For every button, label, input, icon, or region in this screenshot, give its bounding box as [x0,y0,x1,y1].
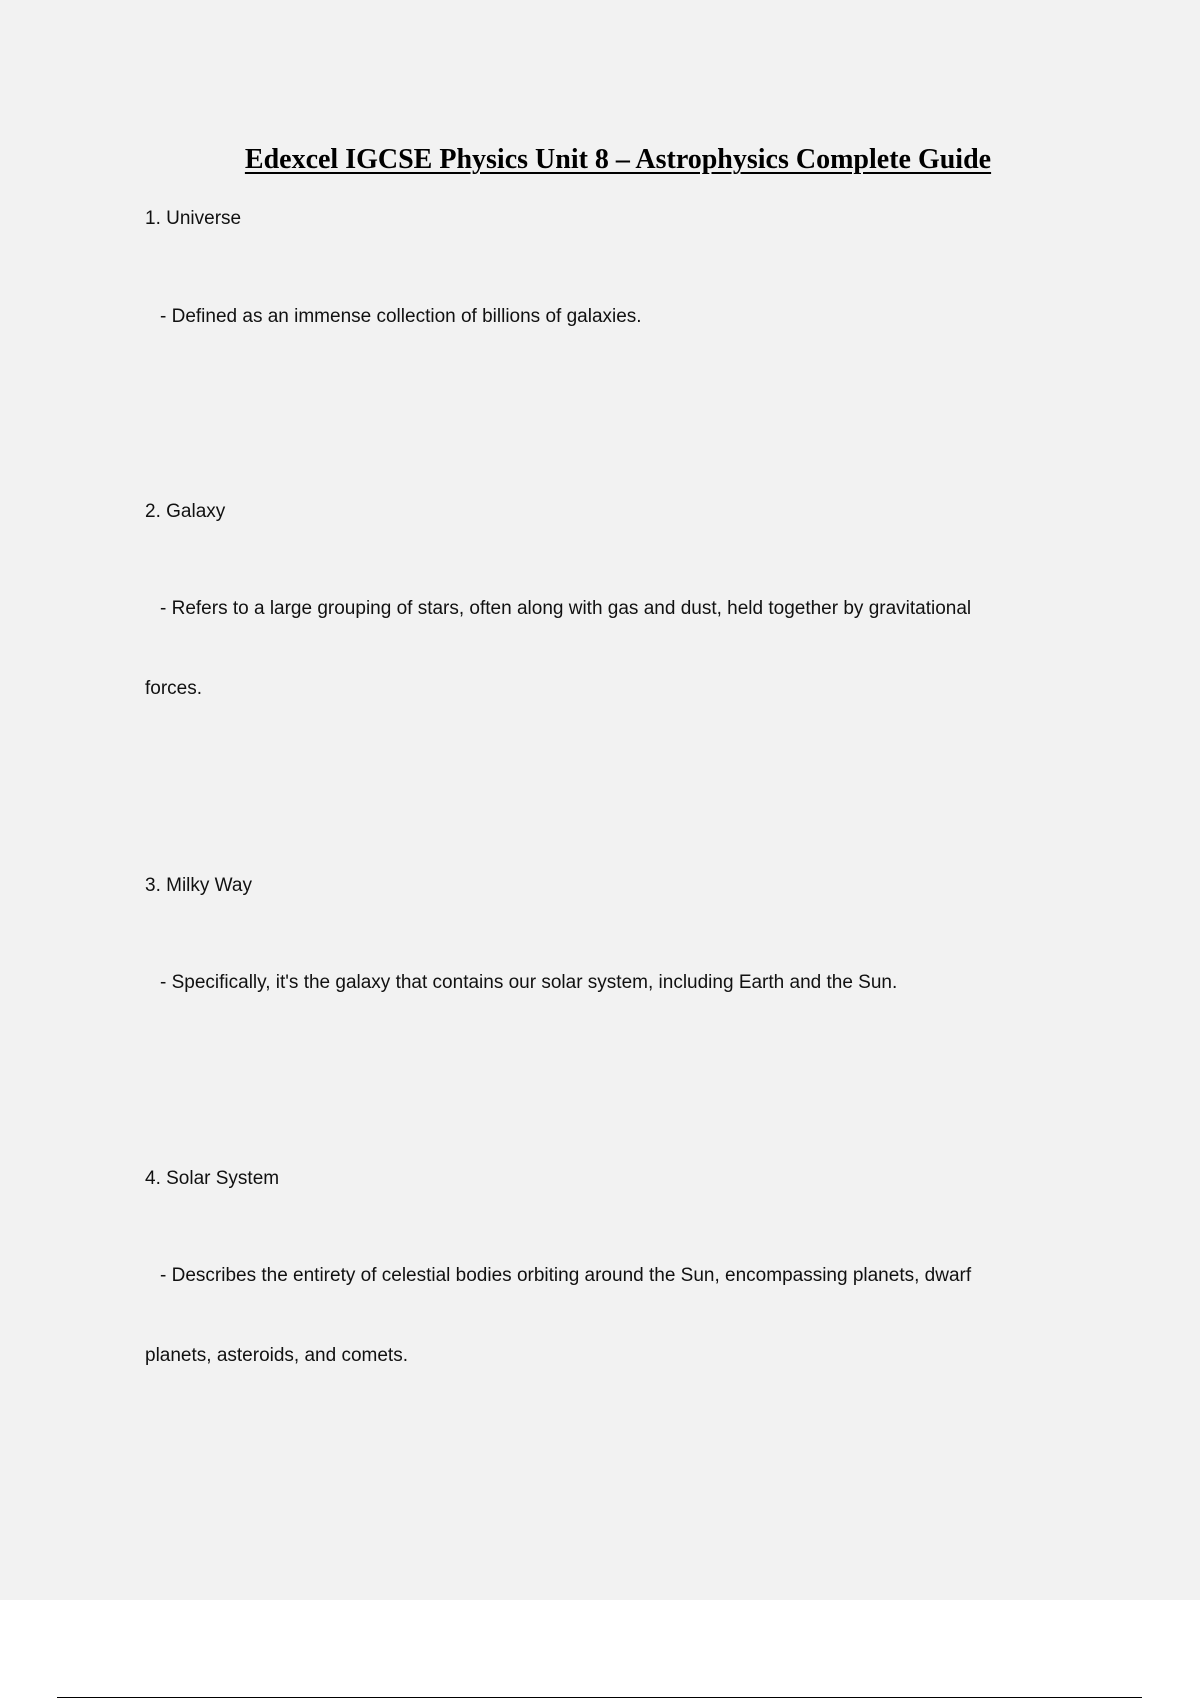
section-text-milky-way: - Specifically, it's the galaxy that contains our solar system, including Earth and the Sun. [160,972,898,993]
footer-divider [57,1697,1142,1698]
section-heading-milky-way: 3. Milky Way [145,875,252,896]
section-text-universe: - Defined as an immense collection of billions of galaxies. [160,306,642,327]
section-heading-solar-system: 4. Solar System [145,1168,280,1189]
section-text-solar-system-line-1: - Describes the entirety of celestial bodies orbiting around the Sun, encompassing planets, dwarf [160,1265,972,1286]
section-text-galaxy-line-2: forces. [145,678,203,699]
section-text-galaxy-line-1: - Refers to a large grouping of stars, often along with gas and dust, held together by gravitational [160,598,972,619]
section-text-solar-system-line-2: planets, asteroids, and comets. [145,1345,408,1366]
section-heading-universe: 1. Universe [145,208,242,229]
section-heading-galaxy: 2. Galaxy [145,501,226,522]
document-title: Edexcel IGCSE Physics Unit 8 – Astrophysics Complete Guide [244,144,992,175]
